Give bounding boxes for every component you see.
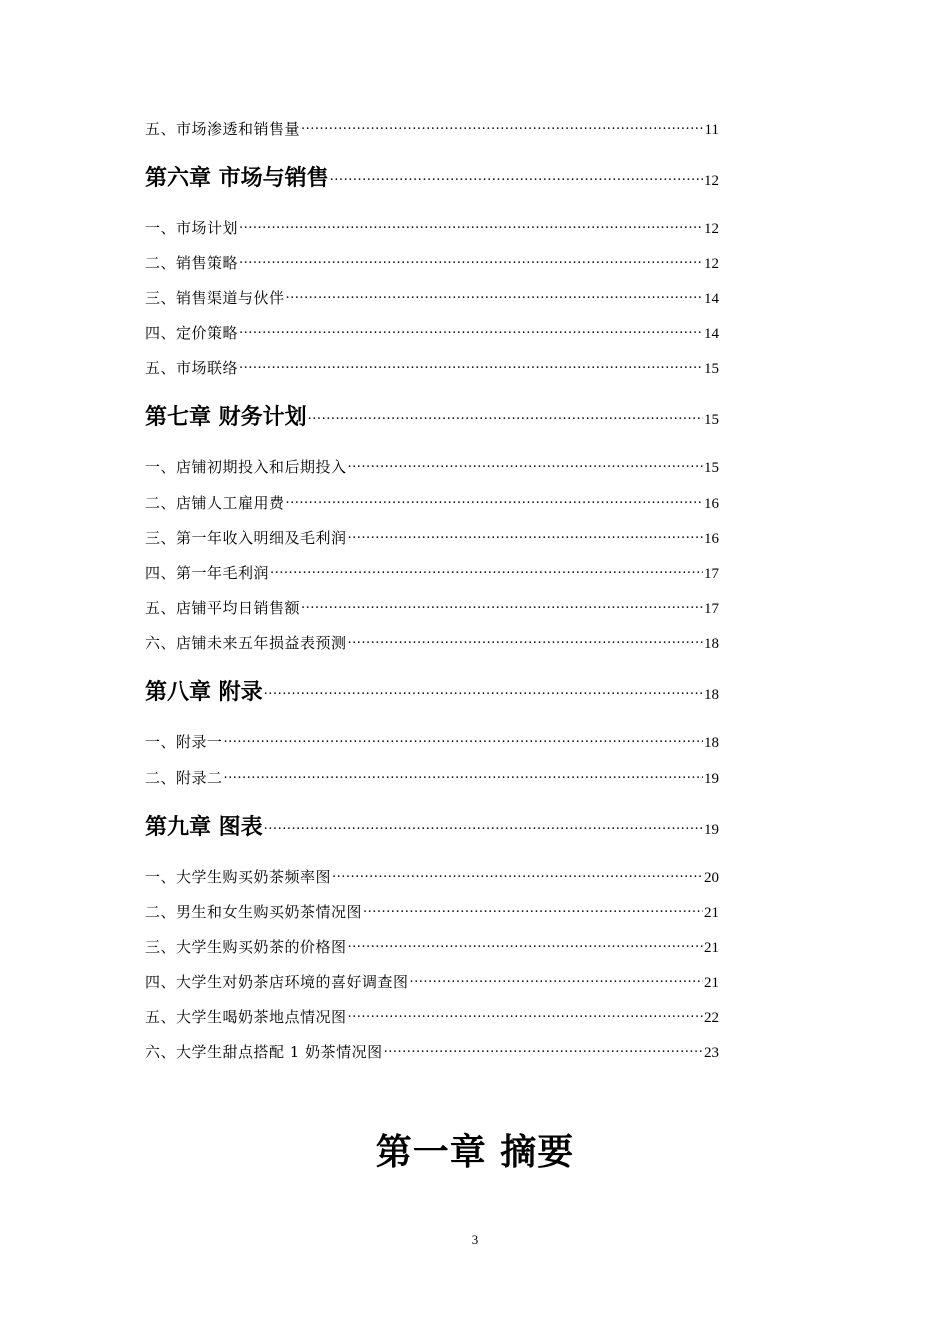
- toc-entry[interactable]: [145, 456, 719, 478]
- dot-leader: [270, 563, 703, 578]
- dot-leader: [330, 163, 703, 185]
- dot-leader: [301, 598, 703, 613]
- dot-leader: [348, 457, 703, 472]
- toc-entry-label: 三、第一年收入明细及毛利润: [145, 529, 347, 547]
- toc-entry-label: 二、店铺人工雇用费: [145, 494, 285, 512]
- toc-entry-label: 一、市场计划: [145, 219, 239, 237]
- dot-leader: [348, 528, 703, 543]
- toc-entry[interactable]: [145, 971, 719, 993]
- toc-entry-label: 四、第一年毛利润: [145, 564, 270, 582]
- toc-chapter-label: 第九章 图表: [145, 814, 263, 840]
- toc-chapter-label: 第六章 市场与销售: [145, 165, 329, 191]
- toc-entry[interactable]: [145, 357, 719, 379]
- toc-entry-page: 17: [704, 566, 719, 582]
- toc-entry-page: 15: [704, 361, 719, 377]
- dot-leader: [332, 867, 703, 882]
- toc-chapter-page: 15: [704, 412, 719, 428]
- toc-entry[interactable]: [145, 1006, 719, 1028]
- dot-leader: [239, 253, 703, 268]
- toc-entry[interactable]: [145, 731, 719, 753]
- dot-leader: [239, 358, 703, 373]
- toc-entry-label: 五、大学生喝奶茶地点情况图: [145, 1008, 347, 1026]
- dot-leader: [348, 937, 703, 952]
- toc-entry-label: 一、大学生购买奶茶频率图: [145, 868, 332, 886]
- toc-entry-label: 五、店铺平均日销售额: [145, 599, 301, 617]
- toc-entry-label: 六、大学生甜点搭配 1 奶茶情况图: [145, 1043, 383, 1061]
- toc-entry-page: 16: [704, 496, 719, 512]
- dot-leader: [224, 732, 703, 747]
- toc-entry-label: 一、店铺初期投入和后期投入: [145, 458, 347, 476]
- toc-entry-label: 三、销售渠道与伙伴: [145, 289, 285, 307]
- toc-entry[interactable]: [145, 217, 719, 239]
- toc-entry[interactable]: [145, 492, 719, 514]
- toc-chapter-entry[interactable]: [145, 675, 719, 705]
- dot-leader: [301, 119, 704, 134]
- toc-chapter-page: 12: [704, 173, 719, 189]
- toc-chapter-page: 18: [704, 687, 719, 703]
- dot-leader: [348, 633, 703, 648]
- toc-entry[interactable]: [145, 632, 719, 654]
- toc-entry-page: 11: [704, 122, 719, 138]
- toc-entry[interactable]: [145, 597, 719, 619]
- toc-entry[interactable]: [145, 936, 719, 958]
- toc-entry-label: 二、男生和女生购买奶茶情况图: [145, 903, 363, 921]
- dot-leader: [384, 1042, 703, 1057]
- dot-leader: [264, 677, 703, 699]
- toc-entry[interactable]: [145, 252, 719, 274]
- toc-entry-page: 15: [704, 460, 719, 476]
- toc-entry-label: 五、市场渗透和销售量: [145, 120, 301, 138]
- toc-chapter-entry[interactable]: [145, 161, 719, 191]
- dot-leader: [286, 288, 703, 303]
- toc-entry-page: 14: [704, 326, 719, 342]
- toc-entry-page: 23: [704, 1045, 719, 1061]
- toc-entry-page: 19: [704, 771, 719, 787]
- dot-leader: [224, 768, 703, 783]
- toc-entry-label: 六、店铺未来五年损益表预测: [145, 634, 347, 652]
- toc-entry-page: 21: [704, 975, 719, 991]
- toc-entry[interactable]: [145, 866, 719, 888]
- toc-entry-label: 三、大学生购买奶茶的价格图: [145, 938, 347, 956]
- toc-entry-label: 五、市场联络: [145, 359, 239, 377]
- toc-entry-page: 12: [704, 256, 719, 272]
- dot-leader: [286, 493, 703, 508]
- toc-chapter-label: 第七章 财务计划: [145, 404, 307, 430]
- toc-entry[interactable]: [145, 1041, 719, 1063]
- toc-entry-label: 二、销售策略: [145, 254, 239, 272]
- toc-chapter-label: 第八章 附录: [145, 679, 263, 705]
- toc-entry-label: 四、定价策略: [145, 324, 239, 342]
- toc-entry-page: 21: [704, 905, 719, 921]
- toc-entry[interactable]: [145, 527, 719, 549]
- toc-entry-label: 一、附录一: [145, 733, 223, 751]
- toc-entry[interactable]: [145, 322, 719, 344]
- dot-leader: [239, 218, 703, 233]
- toc-entry-page: 14: [704, 291, 719, 307]
- dot-leader: [264, 812, 703, 834]
- toc-entry-label: 四、大学生对奶茶店环境的喜好调查图: [145, 973, 409, 991]
- toc-entry-page: 12: [704, 221, 719, 237]
- toc-entry[interactable]: [145, 767, 719, 789]
- chapter-heading: 第一章 摘要: [375, 1131, 575, 1173]
- toc-entry-page: 17: [704, 601, 719, 617]
- dot-leader: [410, 972, 703, 987]
- toc-entry[interactable]: [145, 901, 719, 923]
- toc-entry-label: 二、附录二: [145, 769, 223, 787]
- toc-chapter-entry[interactable]: [145, 400, 719, 430]
- toc-entry-page: 20: [704, 870, 719, 886]
- dot-leader: [363, 902, 703, 917]
- toc-chapter-entry[interactable]: [145, 810, 719, 840]
- toc-chapter-page: 19: [704, 822, 719, 838]
- page-number: 3: [471, 1232, 479, 1247]
- toc-entry[interactable]: [145, 562, 719, 584]
- toc-entry[interactable]: [145, 118, 719, 140]
- toc-entry-page: 22: [704, 1010, 719, 1026]
- toc-entry-page: 21: [704, 940, 719, 956]
- dot-leader: [308, 402, 703, 424]
- toc-entry-page: 16: [704, 531, 719, 547]
- dot-leader: [239, 323, 703, 338]
- toc-entry[interactable]: [145, 287, 719, 309]
- toc-entry-page: 18: [704, 636, 719, 652]
- dot-leader: [348, 1007, 703, 1022]
- toc-entry-page: 18: [704, 735, 719, 751]
